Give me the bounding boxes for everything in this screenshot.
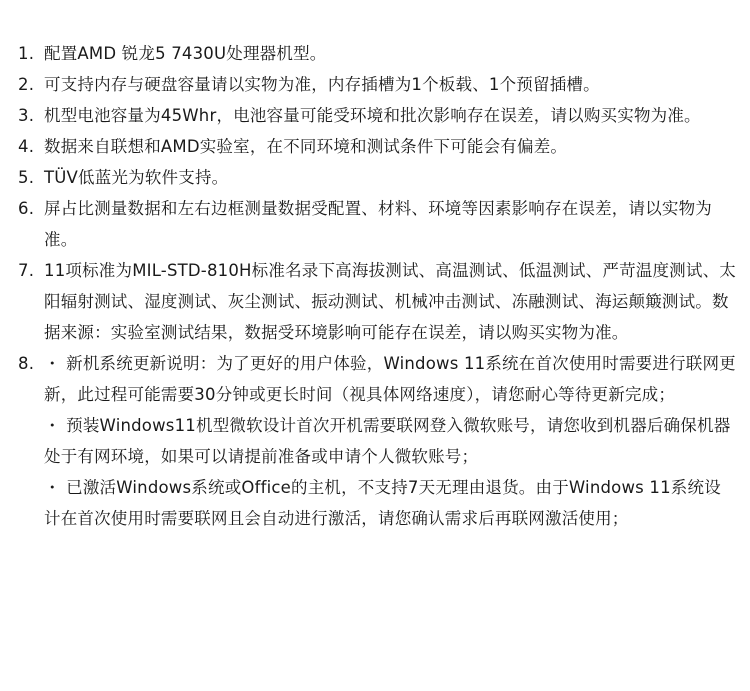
note-subitem-update: ・ 新机系统更新说明：为了更好的用户体验，Windows 11系统在首次使用时需要进行联网更新，此过程可能需要30分钟或更长时间（视具体网络速度），请您耐心等待更新完成； [44,354,736,404]
note-item-7 [0,255,750,348]
note-number: 3. [18,106,35,125]
note-text: 11项标准为MIL-STD-810H标准名录下高海拔测试、高温测试、低温测试、严苛温度测试、太阳辐射测试、湿度测试、灰尘测试、振动测试、机械冲击测试、冻融测试、海运颠簸测试。数据来源：实验室测试结果，数据受环境影响可能存在误差，请以购买实物为准。 [44,261,736,342]
note-text: 屏占比测量数据和左右边框测量数据受配置、材料、环境等因素影响存在误差，请以实物为准。 [44,199,712,249]
note-number: 4. [18,137,35,156]
note-item-3 [0,100,750,131]
note-item-1 [0,38,750,69]
note-text: 机型电池容量为45Whr，电池容量可能受环境和批次影响存在误差，请以购买实物为准。 [44,106,701,125]
note-item-4 [0,131,750,162]
note-text: 配置AMD 锐龙5 7430U处理器机型。 [44,44,327,63]
note-number: 5. [18,168,35,187]
note-number: 8. [18,354,35,373]
note-number: 7. [18,261,35,280]
note-number: 2. [18,75,35,94]
note-number: 1. [18,44,35,63]
note-subitem-return: ・ 已激活Windows系统或Office的主机，不支持7天无理由退货。由于Windows 11系统设计在首次使用时需要联网且会自动进行激活，请您确认需求后再联网激活使用； [44,478,721,528]
note-text: 数据来自联想和AMD实验室，在不同环境和测试条件下可能会有偏差。 [44,137,568,156]
note-item-2 [0,69,750,100]
note-text: 可支持内存与硬盘容量请以实物为准，内存插槽为1个板载、1个预留插槽。 [44,75,600,94]
note-item-6 [0,193,750,255]
note-subitem-account: ・ 预装Windows11机型微软设计首次开机需要联网登入微软账号，请您收到机器后确保机器处于有网环境，如果可以请提前准备或申请个人微软账号； [44,416,731,466]
note-number: 6. [18,199,35,218]
note-item-8 [0,348,750,534]
note-text: TÜV低蓝光为软件支持。 [44,168,229,187]
note-item-5 [0,162,750,193]
